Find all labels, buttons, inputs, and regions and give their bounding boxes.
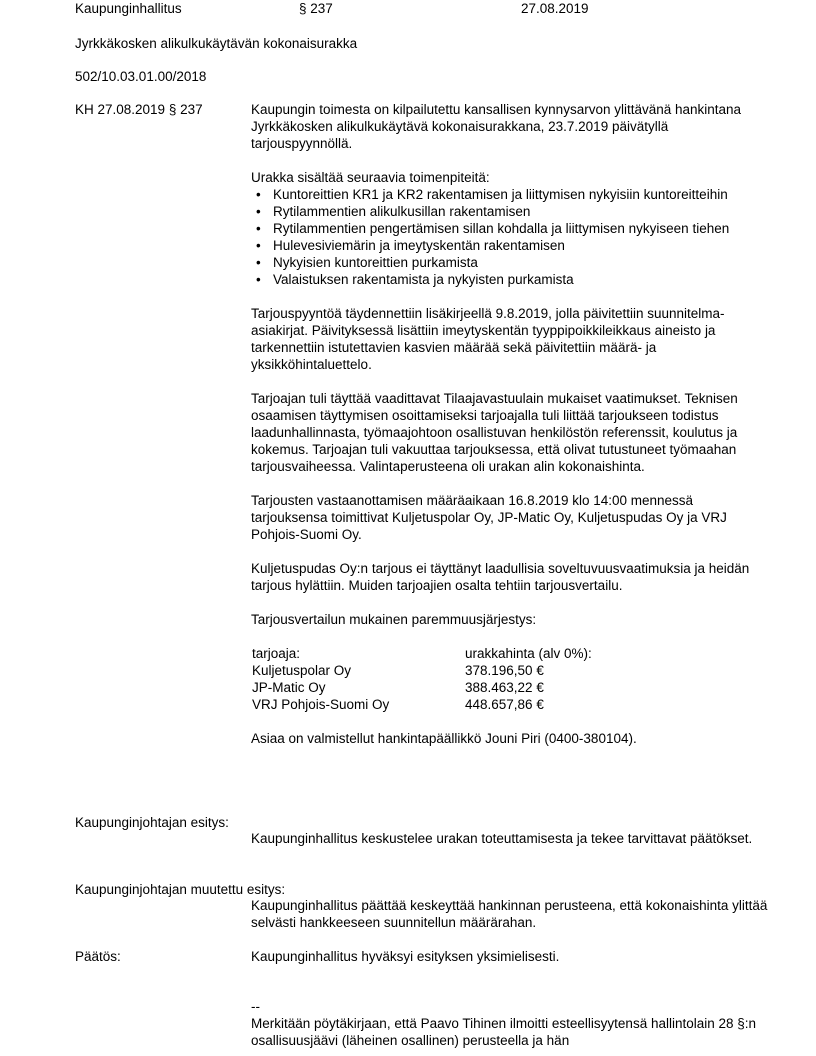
modified-proposal-text: Kaupunginhallitus päättää keskeyttää hankinnan perusteena, että kokonaishinta ylittää selvästi hankkeeseen suunnitellun määrärahan.	[251, 898, 768, 930]
list-item: • Rytilammentien alikulkusillan rakentamisen	[251, 203, 771, 220]
bids-received-paragraph: Tarjousten vastaanottamisen määräaikaan 16.8.2019 klo 14:00 mennessä tarjouksensa toimittivat Kuljetuspolar Oy, JP-Matic Oy, Kuljetuspudas Oy ja VRJ Pohjois-Suomi Oy.	[251, 493, 727, 542]
note-separator: --	[251, 999, 260, 1014]
offers-table	[252, 645, 665, 713]
table-row	[252, 662, 665, 679]
measures-list	[251, 186, 771, 288]
diary-number: 502/10.03.01.00/2018	[75, 69, 207, 84]
bid-price: 378.196,50 €	[465, 663, 544, 678]
bidder-name: JP-Matic Oy	[252, 680, 326, 695]
case-description	[251, 101, 771, 747]
meeting-reference: KH 27.08.2019 § 237	[75, 102, 203, 117]
requirements-paragraph: Tarjoajan tuli täyttää vaadittavat Tilaajavastuulain mukaiset vaatimukset. Teknisen osaamisen täyttymisen osoittamiseksi tarjoajalla tuli liittää tarjoukseen todistus laadunhallinnasta, työmaajohtoon osallistuvan henkilöstön referenssit, koulutus ja kokemus. Tarjoajan tuli vakuuttaa tarjouksessa, että olivat tutustuneet työmaahan tarjousvaiheessa. Valintaperusteena oli urakan alin kokonaishinta.	[251, 391, 738, 474]
table-row	[252, 679, 665, 696]
header-date: 27.08.2019	[521, 1, 589, 16]
bidder-name: Kuljetuspolar Oy	[252, 663, 352, 678]
note-text: Merkitään pöytäkirjaan, että Paavo Tihinen ilmoitti esteellisyytensä hallintolain 28 §:n osallisuusjäävi (läheinen osallinen) perusteella ja hän	[251, 1016, 757, 1048]
recusal-note	[251, 998, 771, 1049]
list-item: • Nykyisien kuntoreittien purkamista	[251, 254, 771, 271]
bidder-column-header: tarjoaja:	[252, 646, 301, 661]
header-section: § 237	[299, 1, 333, 16]
list-item: • Valaistuksen rakentamista ja nykyisten purkamista	[251, 271, 771, 288]
decision-label: Päätös:	[75, 949, 121, 964]
intro-paragraph: Kaupungin toimesta on kilpailutettu kansallisen kynnysarvon ylittävänä hankintana Jyrkkäkosken alikulkukäytävä kokonaisurakkana, 23.7.2019 päivätyllä tarjouspyynnöllä.	[251, 102, 742, 151]
header-body: Kaupunginhallitus	[75, 1, 182, 16]
list-item: • Hulevesiviemärin ja imeytyskentän rakentamisen	[251, 237, 771, 254]
price-column-header: urakkahinta (alv 0%):	[465, 646, 592, 661]
list-item: • Rytilammentien pengertämisen sillan kohdalla ja liittymisen nykyiseen tiehen	[251, 220, 771, 237]
document-subject: Jyrkkäkosken alikulkukäytävän kokonaisurakka	[75, 36, 358, 51]
bid-price: 388.463,22 €	[465, 680, 544, 695]
proposal-label: Kaupunginjohtajan esitys:	[75, 815, 229, 830]
ranking-heading: Tarjousvertailun mukainen paremmuusjärjestys:	[251, 612, 537, 627]
list-item: • Kuntoreittien KR1 ja KR2 rakentamisen ja liittymisen nykyisiin kuntoreitteihin	[251, 186, 771, 203]
proposal-text: Kaupunginhallitus keskustelee urakan toteuttamisesta ja tekee tarvittavat päätökset.	[251, 831, 753, 846]
rejection-paragraph: Kuljetuspudas Oy:n tarjous ei täyttänyt laadullisia soveltuvuusvaatimuksia ja heidän tarjous hylättiin. Muiden tarjoajien osalta tehtiin tarjousvertailu.	[251, 561, 750, 593]
table-row	[252, 696, 665, 713]
measures-heading: Urakka sisältää seuraavia toimenpiteitä:	[251, 170, 490, 185]
prepared-by-paragraph: Asiaa on valmistellut hankintapäällikkö Jouni Piri (0400-380104).	[251, 731, 637, 746]
bidder-name: VRJ Pohjois-Suomi Oy	[252, 697, 390, 712]
table-header-row	[252, 645, 665, 662]
bid-price: 448.657,86 €	[465, 697, 544, 712]
modified-proposal-label: Kaupunginjohtajan muutettu esitys:	[75, 882, 286, 897]
supplement-paragraph: Tarjouspyyntöä täydennettiin lisäkirjeellä 9.8.2019, jolla päivitettiin suunnitelma-asiakirjat. Päivityksessä lisättiin imeytyskentän tyyppipoikkileikkaus aineisto ja tarkennettiin istutettavien kasvien määrää sekä päivitettiin määrä- ja yksikköhintaluettelo.	[251, 306, 725, 372]
decision-text: Kaupunginhallitus hyväksyi esityksen yksimielisesti.	[251, 949, 560, 964]
